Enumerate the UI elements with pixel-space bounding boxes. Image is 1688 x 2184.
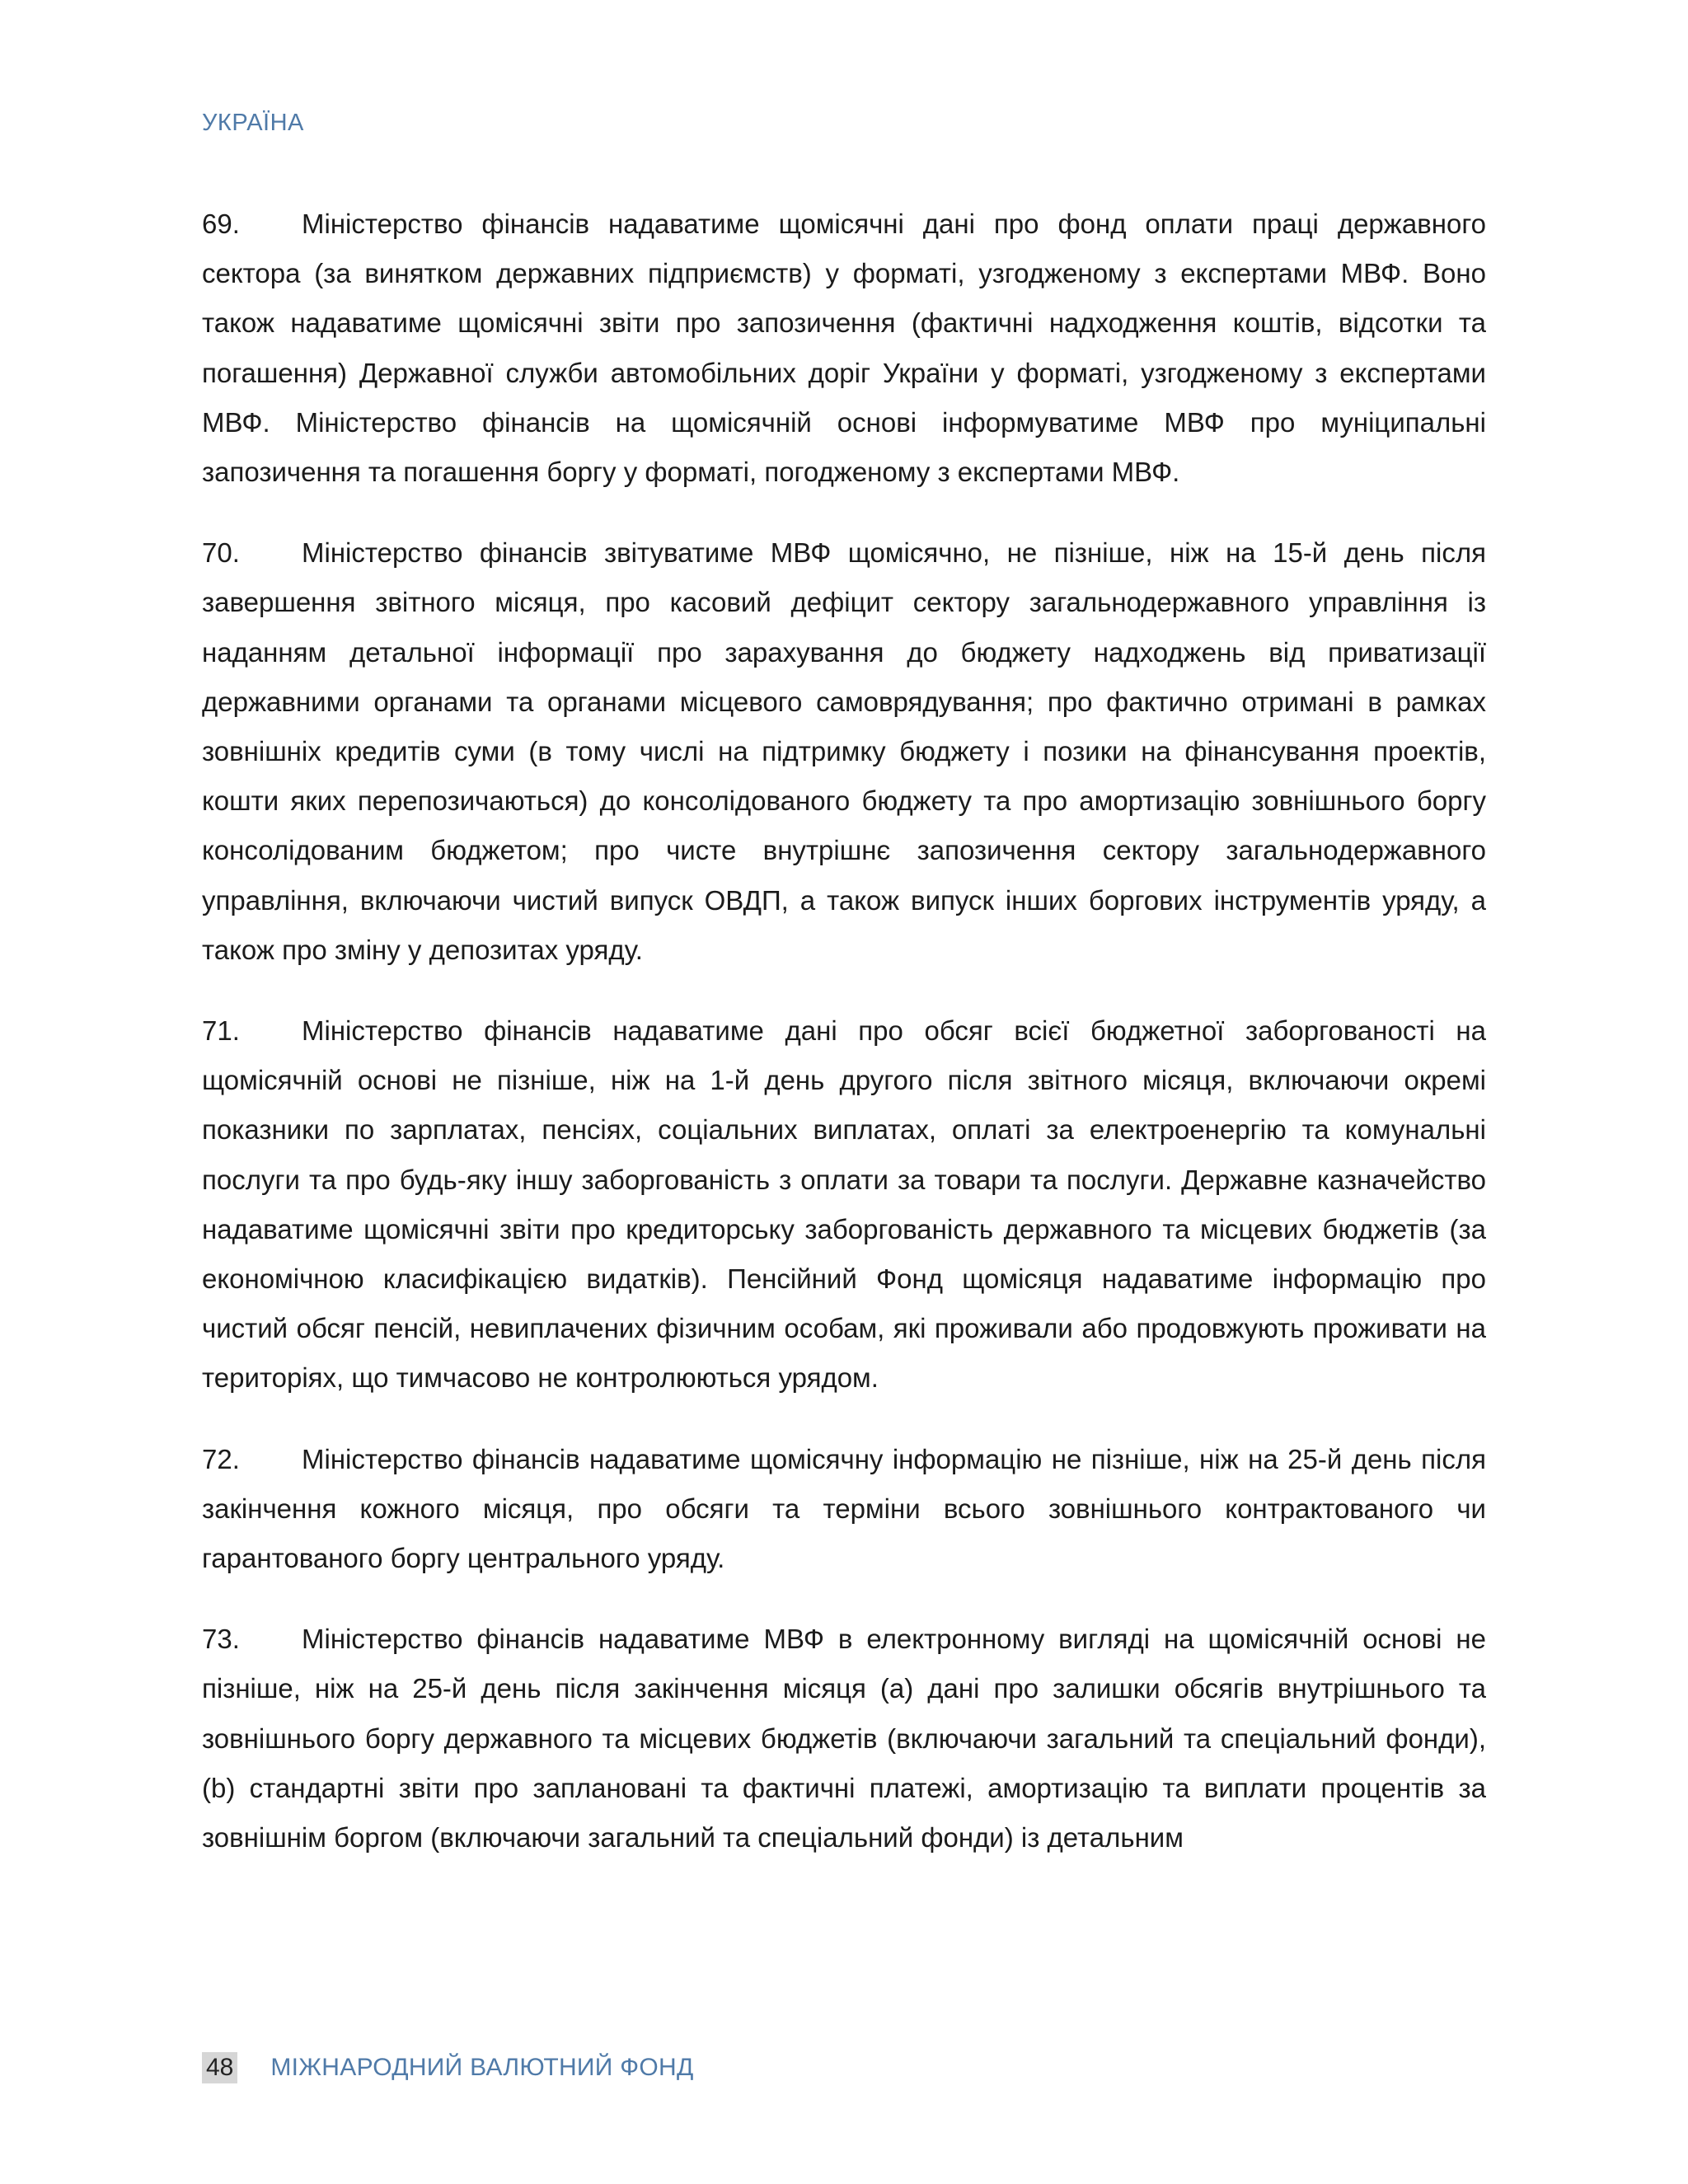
page-footer <box>202 2052 694 2083</box>
paragraph-number: 70. <box>202 537 240 569</box>
paragraph-72 <box>202 1435 1486 1584</box>
paragraph-number: 72. <box>202 1443 240 1474</box>
paragraph-text: Міністерство фінансів надаватиме щомісячну інформацію не пізніше, ніж на 25-й день після закінчення кожного місяця, про обсяги та терміни всього зовнішнього контрактованого чи гарантованого боргу центрального уряду. <box>202 1443 1486 1574</box>
paragraph-text: Міністерство фінансів надаватиме МВФ в електронному вигляді на щомісячній основі не пізніше, ніж на 25-й день після закінчення місяця (a) дані про залишки обсягів внутрішнього та зовнішнього боргу державного та місцевих бюджетів (включаючи загальний та спеціальний фонди), (b) стандартні звіти про заплановані та фактичні платежі, амортизацію та виплати процентів за зовнішнім боргом (включаючи загальний та спеціальний фонди) із детальним <box>202 1624 1486 1854</box>
paragraph-73 <box>202 1615 1486 1863</box>
paragraph-text: Міністерство фінансів надаватиме щомісячні дані про фонд оплати праці державного сектора (за винятком державних підприємств) у форматі, узгодженому з експертами МВФ. Воно також надаватиме щомісячні звіти про запозичення (фактичні надходження коштів, відсотки та погашення) Державної служби автомобільних доріг України у форматі, узгодженому з експертами МВФ. Міністерство фінансів на щомісячній основі інформуватиме МВФ про муніципальні запозичення та погашення боргу у форматі, погодженому з експертами МВФ. <box>202 209 1486 488</box>
paragraph-70 <box>202 528 1486 975</box>
document-body <box>202 199 1486 1894</box>
paragraph-number: 69. <box>202 209 240 239</box>
paragraph-text: Міністерство фінансів звітуватиме МВФ щомісячно, не пізніше, ніж на 15-й день після завершення звітного місяця, про касовий дефіцит сектору загальнодержавного управління із наданням детальної інформації про зарахування до бюджету надходжень від приватизації державними органами та органами місцевого самоврядування; про фактично отримані в рамках зовнішніх кредитів суми (в тому числі на підтримку бюджету і позики на фінансування проектів, кошти яких перепозичаються) до консолідованого бюджету та про амортизацію зовнішнього боргу консолідованим бюджетом; про чисте внутрішнє запозичення сектору загальнодержавного управління, включаючи чистий випуск ОВДП, а також випуск інших боргових інструментів уряду, а також про зміну у депозитах уряду. <box>202 537 1486 965</box>
paragraph-71 <box>202 1006 1486 1404</box>
running-header: УКРАЇНА <box>202 110 304 136</box>
paragraph-text: Міністерство фінансів надаватиме дані про обсяг всієї бюджетної заборгованості на щомісячній основі не пізніше, ніж на 1-й день другого після звітного місяця, включаючи окремі показники по зарплатах, пенсіях, соціальних виплатах, оплаті за електроенергію та комунальні послуги та про будь-яку іншу заборгованість з оплати за товари та послуги. Державне казначейство надаватиме щомісячні звіти про кредиторську заборгованість державного та місцевих бюджетів (за економічною класифікацією видатків). Пенсійний Фонд щомісяця надаватиме інформацію про чистий обсяг пенсій, невиплачених фізичним особам, які проживали або продовжують проживати на територіях, що тимчасово не контролюються урядом. <box>202 1015 1486 1394</box>
footer-title: МІЖНАРОДНИЙ ВАЛЮТНИЙ ФОНД <box>270 2054 694 2081</box>
page-number: 48 <box>202 2052 237 2083</box>
paragraph-number: 71. <box>202 1015 240 1047</box>
paragraph-69 <box>202 199 1486 497</box>
paragraph-number: 73. <box>202 1624 240 1655</box>
